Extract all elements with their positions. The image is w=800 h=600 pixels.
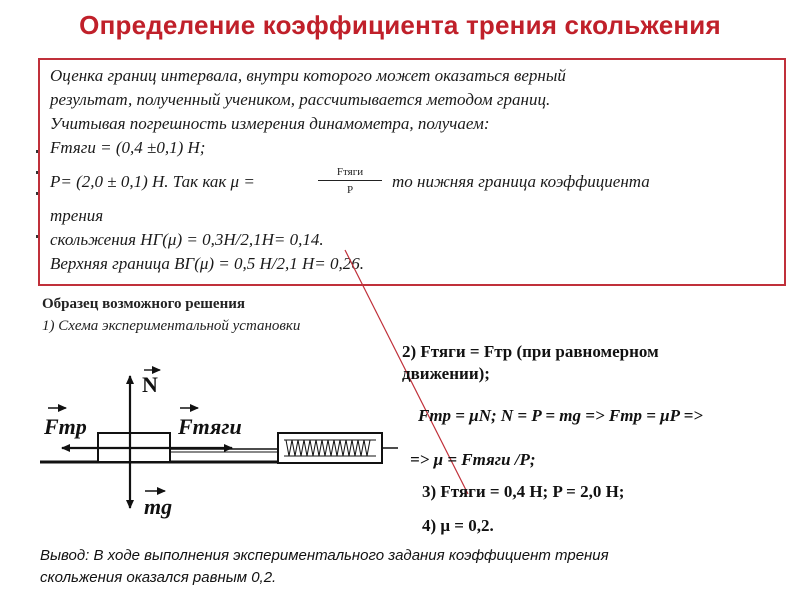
traction-force-label: Fтяги (178, 414, 242, 439)
solution-formula-2: => μ = Fтяги /P; (410, 450, 536, 469)
estimate-line: трения (50, 206, 104, 225)
gravity-force-label: mg (144, 494, 173, 519)
fraction-denominator: P (346, 184, 354, 196)
normal-force-label: N (142, 372, 158, 397)
estimate-line: Учитывая погрешность измерения динамометра, получаем: (50, 114, 490, 133)
estimate-line: P= (2,0 ± 0,1) Н. Так как μ = (50, 172, 255, 191)
solution-step-3: 3) Fтяги = 0,4 Н; P = 2,0 Н; (422, 482, 625, 501)
friction-force-label: Fтр (44, 414, 87, 439)
fraction-numerator: Fтяги (318, 166, 382, 181)
dynamometer (278, 433, 398, 463)
page-title: Определение коэффициента трения скольжения (79, 10, 721, 40)
solution-step-2: 2) Fтяги = Fтр (при равномерном (402, 342, 659, 361)
estimate-line: Fтяги = (0,4 ±0,1) Н; (50, 138, 206, 157)
estimate-line: скольжения НГ(μ) = 0,3Н/2,1Н= 0,14. (50, 230, 324, 249)
solution-formula-1: Fтр = μN; N = P = mg => Fтр = μP => (418, 406, 703, 425)
estimate-line: Оценка границ интервала, внутри которого может оказаться верный (50, 66, 566, 85)
estimate-line: результат, полученный учеником, рассчитывается методом границ. (50, 90, 551, 109)
estimate-line: то нижняя граница коэффициента (392, 172, 650, 191)
scheme-heading: 1) Схема экспериментальной установки (42, 318, 301, 334)
solution-step-2-cont: движении); (402, 364, 490, 383)
conclusion-line-2: скольжения оказался равным 0,2. (40, 569, 277, 586)
estimate-line: Верхняя граница ВГ(μ) = 0,5 Н/2,1 Н= 0,26. (50, 254, 365, 273)
sample-heading: Образец возможного решения (42, 296, 245, 312)
solution-step-4: 4) μ = 0,2. (422, 516, 494, 535)
conclusion-line-1: Вывод: В ходе выполнения экспериментального задания коэффициент трения (40, 547, 609, 564)
